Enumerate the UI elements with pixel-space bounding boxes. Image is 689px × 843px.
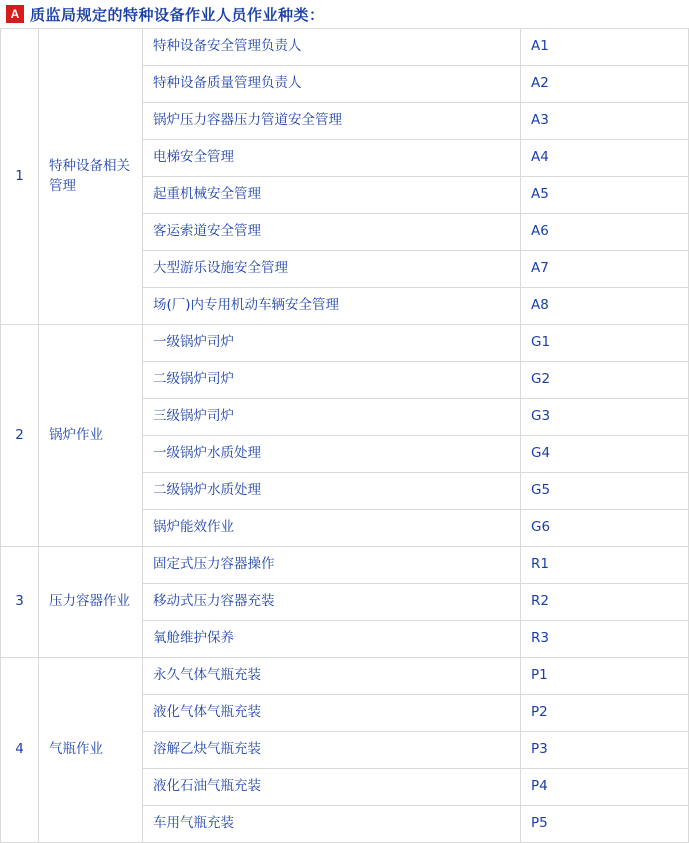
occupation-name-cell: 一级锅炉水质处理	[143, 436, 521, 473]
table-row	[1, 658, 689, 695]
group-index-cell: 2	[1, 325, 39, 547]
occupation-name-cell: 锅炉能效作业	[143, 510, 521, 547]
occupation-name-cell: 电梯安全管理	[143, 140, 521, 177]
occupation-name-cell: 移动式压力容器充装	[143, 584, 521, 621]
group-index-cell: 4	[1, 658, 39, 843]
occupation-name-cell: 氧舱维护保养	[143, 621, 521, 658]
occupation-name-cell: 场(厂)内专用机动车辆安全管理	[143, 288, 521, 325]
occupation-code-cell: A8	[521, 288, 689, 325]
occupation-name-cell: 一级锅炉司炉	[143, 325, 521, 362]
occupation-code-cell: P2	[521, 695, 689, 732]
occupation-name-cell: 车用气瓶充装	[143, 806, 521, 843]
occupation-code-cell: P1	[521, 658, 689, 695]
occupation-code-cell: G5	[521, 473, 689, 510]
occupation-code-cell: P5	[521, 806, 689, 843]
occupation-code-cell: G3	[521, 399, 689, 436]
occupation-name-cell: 二级锅炉水质处理	[143, 473, 521, 510]
section-title-row	[0, 0, 689, 28]
occupation-name-cell: 特种设备安全管理负责人	[143, 29, 521, 66]
occupation-code-cell: G4	[521, 436, 689, 473]
occupation-name-cell: 固定式压力容器操作	[143, 547, 521, 584]
occupation-code-cell: A7	[521, 251, 689, 288]
occupation-category-table	[0, 28, 689, 843]
occupation-name-cell: 三级锅炉司炉	[143, 399, 521, 436]
occupation-name-cell: 大型游乐设施安全管理	[143, 251, 521, 288]
occupation-code-cell: A1	[521, 29, 689, 66]
occupation-code-cell: R2	[521, 584, 689, 621]
occupation-name-cell: 溶解乙炔气瓶充装	[143, 732, 521, 769]
group-name-cell: 特种设备相关管理	[39, 29, 143, 325]
table-row	[1, 325, 689, 362]
group-name-cell: 气瓶作业	[39, 658, 143, 843]
table-row	[1, 29, 689, 66]
occupation-code-cell: P4	[521, 769, 689, 806]
occupation-code-cell: P3	[521, 732, 689, 769]
table-row	[1, 547, 689, 584]
table-body	[1, 29, 689, 843]
occupation-code-cell: R3	[521, 621, 689, 658]
group-index-cell: 3	[1, 547, 39, 658]
occupation-code-cell: G1	[521, 325, 689, 362]
occupation-name-cell: 锅炉压力容器压力管道安全管理	[143, 103, 521, 140]
group-index-cell: 1	[1, 29, 39, 325]
occupation-code-cell: R1	[521, 547, 689, 584]
occupation-name-cell: 液化气体气瓶充装	[143, 695, 521, 732]
occupation-code-cell: G2	[521, 362, 689, 399]
page-title: 质监局规定的特种设备作业人员作业种类：	[30, 5, 325, 24]
occupation-name-cell: 特种设备质量管理负责人	[143, 66, 521, 103]
occupation-name-cell: 起重机械安全管理	[143, 177, 521, 214]
occupation-code-cell: A4	[521, 140, 689, 177]
occupation-code-cell: G6	[521, 510, 689, 547]
occupation-name-cell: 客运索道安全管理	[143, 214, 521, 251]
group-name-cell: 压力容器作业	[39, 547, 143, 658]
occupation-code-cell: A3	[521, 103, 689, 140]
occupation-code-cell: A5	[521, 177, 689, 214]
occupation-code-cell: A2	[521, 66, 689, 103]
occupation-code-cell: A6	[521, 214, 689, 251]
group-name-cell: 锅炉作业	[39, 325, 143, 547]
occupation-name-cell: 永久气体气瓶充装	[143, 658, 521, 695]
section-badge-icon: A	[6, 5, 24, 23]
occupation-name-cell: 二级锅炉司炉	[143, 362, 521, 399]
occupation-name-cell: 液化石油气瓶充装	[143, 769, 521, 806]
